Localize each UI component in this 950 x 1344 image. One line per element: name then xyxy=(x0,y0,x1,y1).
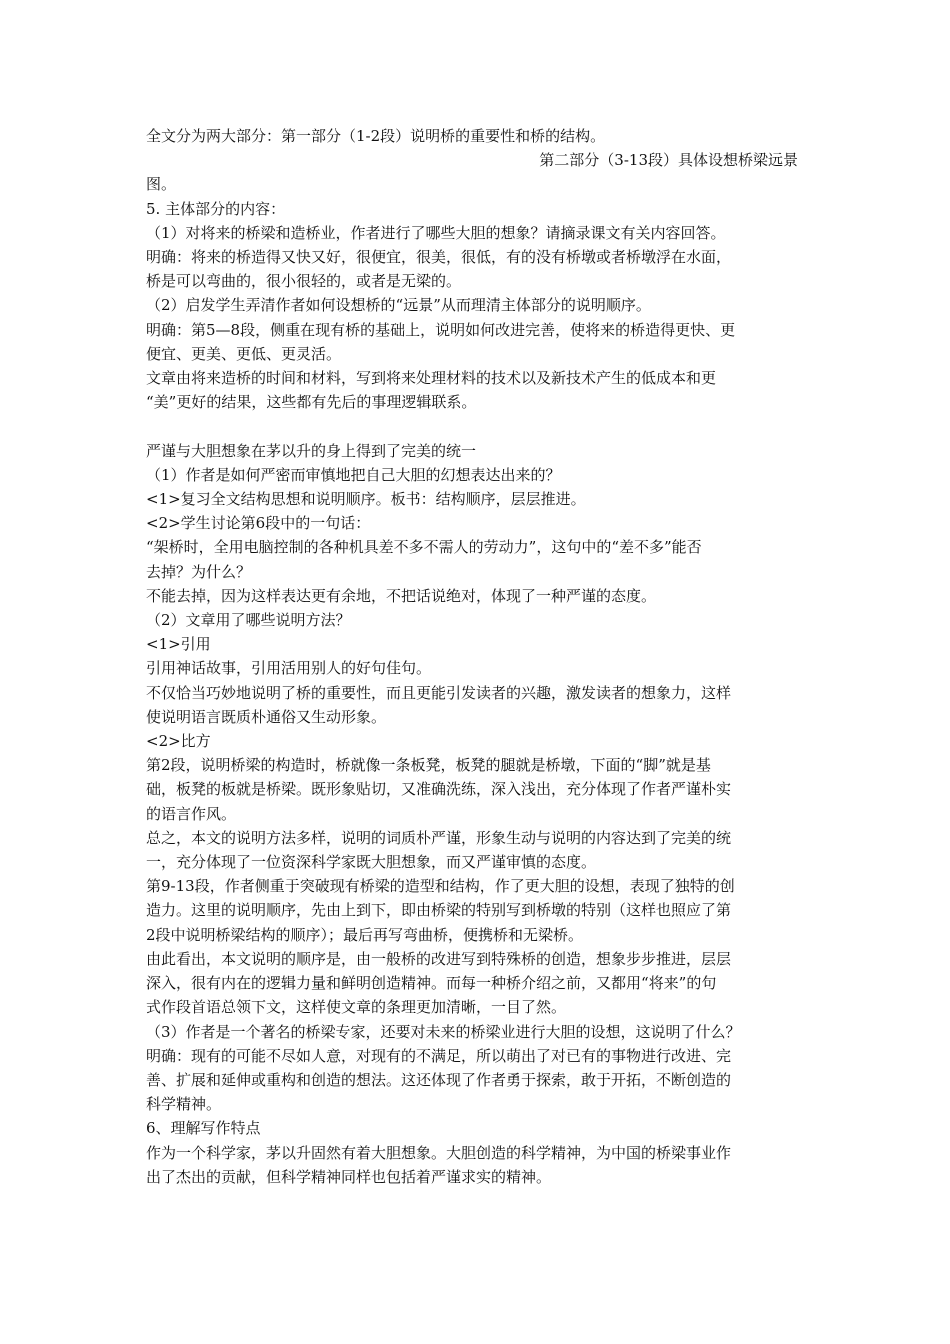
text-line: 总之，本文的说明方法多样，说明的词质朴严谨，形象生动与说明的内容达到了完美的统 xyxy=(146,828,732,847)
text-line: “美”更好的结果，这些都有先后的事理逻辑联系。 xyxy=(146,393,477,412)
text-line: 第9-13段，作者侧重于突破现有桥梁的造型和结构，作了更大胆的设想，表现了独特的创 xyxy=(146,877,735,896)
text-line: 科学精神。 xyxy=(146,1095,222,1114)
text-line: 的语言作风。 xyxy=(146,804,237,823)
text-line: 出了杰出的贡献，但科学精神同样也包括着严谨求实的精神。 xyxy=(146,1167,552,1186)
text-line: “架桥时，全用电脑控制的各种机具差不多不需人的劳动力”，这句中的“差不多”能否 xyxy=(146,538,702,557)
text-line: 第二部分（3-13段）具体设想桥梁远景 xyxy=(539,151,798,170)
text-line: 文章由将来造桥的时间和材料，写到将来处理材料的技术以及新技术产生的低成本和更 xyxy=(146,369,717,388)
question-line: （3）作者是一个著名的桥梁专家，还要对未来的桥梁业进行大胆的设想，这说明了什么？ xyxy=(146,1022,741,1041)
text-line: 不能去掉，因为这样表达更有余地，不把话说绝对，体现了一种严谨的态度。 xyxy=(146,586,657,605)
answer-line: 明确：将来的桥造得又快又好，很便宜，很美，很低，有的没有桥墩或者桥墩浮在水面， xyxy=(146,248,732,267)
text-line: 不仅恰当巧妙地说明了桥的重要性，而且更能引发读者的兴趣，激发读者的想象力，这样 xyxy=(146,683,732,702)
question-line: （2）文章用了哪些说明方法？ xyxy=(146,611,351,630)
text-line: 造力。这里的说明顺序，先由上到下，即由桥梁的特别写到桥墩的特别（这样也照应了第 xyxy=(146,901,732,920)
text-line: 使说明语言既质朴通俗又生动形象。 xyxy=(146,707,387,726)
text-line: 善、扩展和延伸或重构和创造的想法。这还体现了作者勇于探索，敢于开拓，不断创造的 xyxy=(146,1070,732,1089)
text-line: 图。 xyxy=(146,175,177,194)
text-line: 式作段首语总领下文，这样使文章的条理更加清晰，一目了然。 xyxy=(146,998,567,1017)
text-line: 深入，很有内在的逻辑力量和鲜明创造精神。而每一种桥介绍之前，又都用“将来”的句 xyxy=(146,974,717,993)
text-line: 础，板凳的板就是桥梁。既形象贴切，又准确洗练，深入浅出，充分体现了作者严谨朴实 xyxy=(146,780,732,799)
text-line: <2>比方 xyxy=(146,732,211,751)
text-line: 引用神话故事，引用活用别人的好句佳句。 xyxy=(146,659,432,678)
answer-line: 明确：现有的可能不尽如人意，对现有的不满足，所以萌出了对已有的事物进行改进、完 xyxy=(146,1046,732,1065)
section-heading: 严谨与大胆想象在茅以升的身上得到了完美的统一 xyxy=(146,441,477,460)
section-heading: 6、理解写作特点 xyxy=(146,1119,261,1138)
answer-line: 明确：第5—8段，侧重在现有桥的基础上，说明如何改进完善，使将来的桥造得更快、更 xyxy=(146,320,736,339)
text-line: 便宜、更美、更低、更灵活。 xyxy=(146,344,342,363)
text-line: 2段中说明桥梁结构的顺序）；最后再写弯曲桥，便携桥和无梁桥。 xyxy=(146,925,584,944)
text-line: 作为一个科学家，茅以升固然有着大胆想象。大胆创造的科学精神，为中国的桥梁事业作 xyxy=(146,1143,732,1162)
question-line: （1）对将来的桥梁和造桥业，作者进行了哪些大胆的想象？请摘录课文有关内容回答。 xyxy=(146,223,726,242)
text-line: <2>学生讨论第6段中的一句话： xyxy=(146,514,371,533)
text-line: 一，充分体现了一位资深科学家既大胆想象，而又严谨审慎的态度。 xyxy=(146,853,597,872)
text-line: 桥是可以弯曲的，很小很轻的，或者是无梁的。 xyxy=(146,272,462,291)
section-heading: 5. 主体部分的内容： xyxy=(146,199,286,218)
question-line: （2）启发学生弄清作者如何设想桥的“远景”从而理清主体部分的说明顺序。 xyxy=(146,296,651,315)
document-body xyxy=(146,124,806,1189)
text-line: 由此看出，本文说明的顺序是，由一般桥的改进写到特殊桥的创造，想象步步推进，层层 xyxy=(146,949,732,968)
text-line: 去掉？为什么？ xyxy=(146,562,252,581)
question-line: （1）作者是如何严密而审慎地把自己大胆的幻想表达出来的？ xyxy=(146,465,561,484)
text-line: <1>复习全文结构思想和说明顺序。板书：结构顺序，层层推进。 xyxy=(146,490,586,509)
text-line: 全文分为两大部分：第一部分（1-2段）说明桥的重要性和桥的结构。 xyxy=(146,127,606,145)
text-line: 第2段，说明桥梁的构造时，桥就像一条板凳，板凳的腿就是桥墩，下面的“脚”就是基 xyxy=(146,756,711,775)
blank-line xyxy=(146,414,806,438)
text-line: <1>引用 xyxy=(146,635,211,654)
